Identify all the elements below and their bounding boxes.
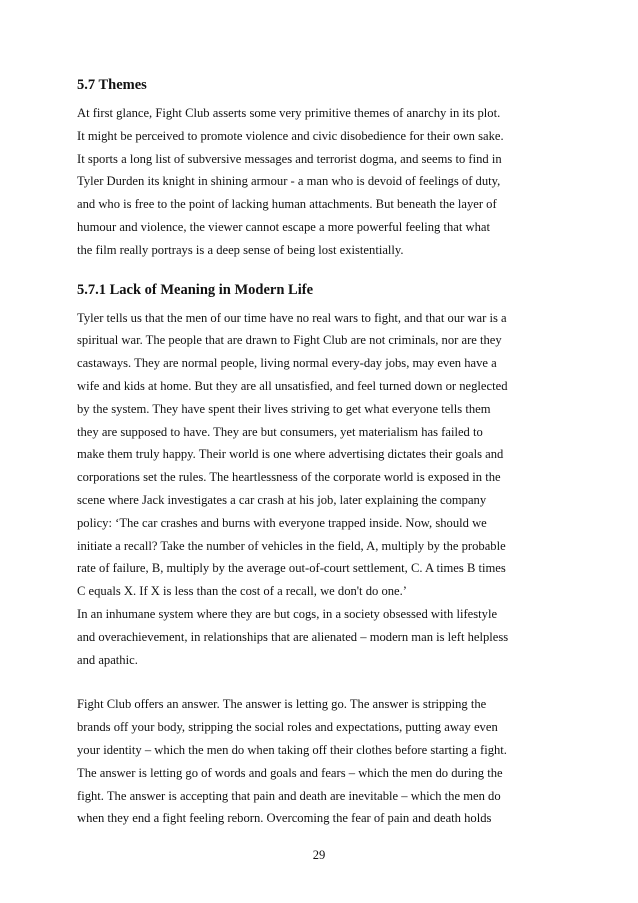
text-line: make them truly happy. Their world is one where advertising dictates their goals and <box>77 447 504 462</box>
page-number: 29 <box>312 848 326 862</box>
text-line: the film really portrays is a deep sense of being lost existentially. <box>77 242 404 257</box>
text-line: In an inhumane system where they are but cogs, in a society obsessed with lifestyle <box>77 606 498 621</box>
section-themes <box>77 76 547 262</box>
text-line: Tyler tells us that the men of our time have no real wars to fight, and that our war is a <box>77 310 507 325</box>
paragraph <box>77 693 547 830</box>
text-line: and who is free to the point of lacking human attachments. But beneath the layer of <box>77 197 497 212</box>
text-line: Tyler Durden its knight in shining armour - a man who is devoid of feelings of duty, <box>77 174 501 189</box>
section-lack-of-meaning <box>77 281 547 831</box>
text-line: corporations set the rules. The heartlessness of the corporate world is exposed in the <box>77 470 501 485</box>
text-line: by the system. They have spent their lives striving to get what everyone tells them <box>77 401 491 416</box>
text-line: C equals X. If X is less than the cost of a recall, we don't do one.’ <box>77 584 407 599</box>
section-heading: 5.7 Themes <box>77 77 147 93</box>
text-line: scene where Jack investigates a car crash at his job, later explaining the company <box>77 492 487 507</box>
text-line: when they end a fight feeling reborn. Overcoming the fear of pain and death holds <box>77 811 492 826</box>
text-line: they are supposed to have. They are but consumers, yet materialism has failed to <box>77 424 483 439</box>
paragraph <box>77 307 547 672</box>
section-heading: 5.7.1 Lack of Meaning in Modern Life <box>77 281 314 298</box>
section-spacer <box>77 262 547 281</box>
text-line: rate of failure, B, multiply by the average out-of-court settlement, C. A times B times <box>77 561 506 576</box>
text-line: your identity – which the men do when taking off their clothes before starting a fight. <box>77 742 507 757</box>
paragraph-spacer <box>77 671 547 693</box>
paragraph <box>77 102 547 262</box>
text-line: and overachievement, in relationships that are alienated – modern man is left helpless <box>77 629 509 644</box>
text-line: fight. The answer is accepting that pain and death are inevitable – which the men do <box>77 788 501 803</box>
text-line: It might be perceived to promote violence and civic disobedience for their own sake. <box>77 128 504 143</box>
text-line: spiritual war. The people that are drawn to Fight Club are not criminals, nor are they <box>77 333 502 348</box>
text-line: humour and violence, the viewer cannot escape a more powerful feeling that what <box>77 219 490 234</box>
text-line: initiate a recall? Take the number of vehicles in the field, A, multiply by the probable <box>77 538 506 553</box>
text-line: wife and kids at home. But they are all unsatisfied, and feel turned down or neglected <box>77 378 508 393</box>
text-line: The answer is letting go of words and goals and fears – which the men do during the <box>77 765 503 780</box>
text-line: brands off your body, stripping the social roles and expectations, putting away even <box>77 720 498 735</box>
text-line: It sports a long list of subversive messages and terrorist dogma, and seems to find in <box>77 151 502 166</box>
text-line: policy: ‘The car crashes and burns with everyone trapped inside. Now, should we <box>77 515 487 530</box>
text-line: and apathic. <box>77 652 138 667</box>
text-line: castaways. They are normal people, living normal every-day jobs, may even have a <box>77 356 497 371</box>
page-body <box>77 76 547 830</box>
text-line: At first glance, Fight Club asserts some very primitive themes of anarchy in its plot. <box>77 106 501 120</box>
text-line: Fight Club offers an answer. The answer is letting go. The answer is stripping the <box>77 697 487 712</box>
